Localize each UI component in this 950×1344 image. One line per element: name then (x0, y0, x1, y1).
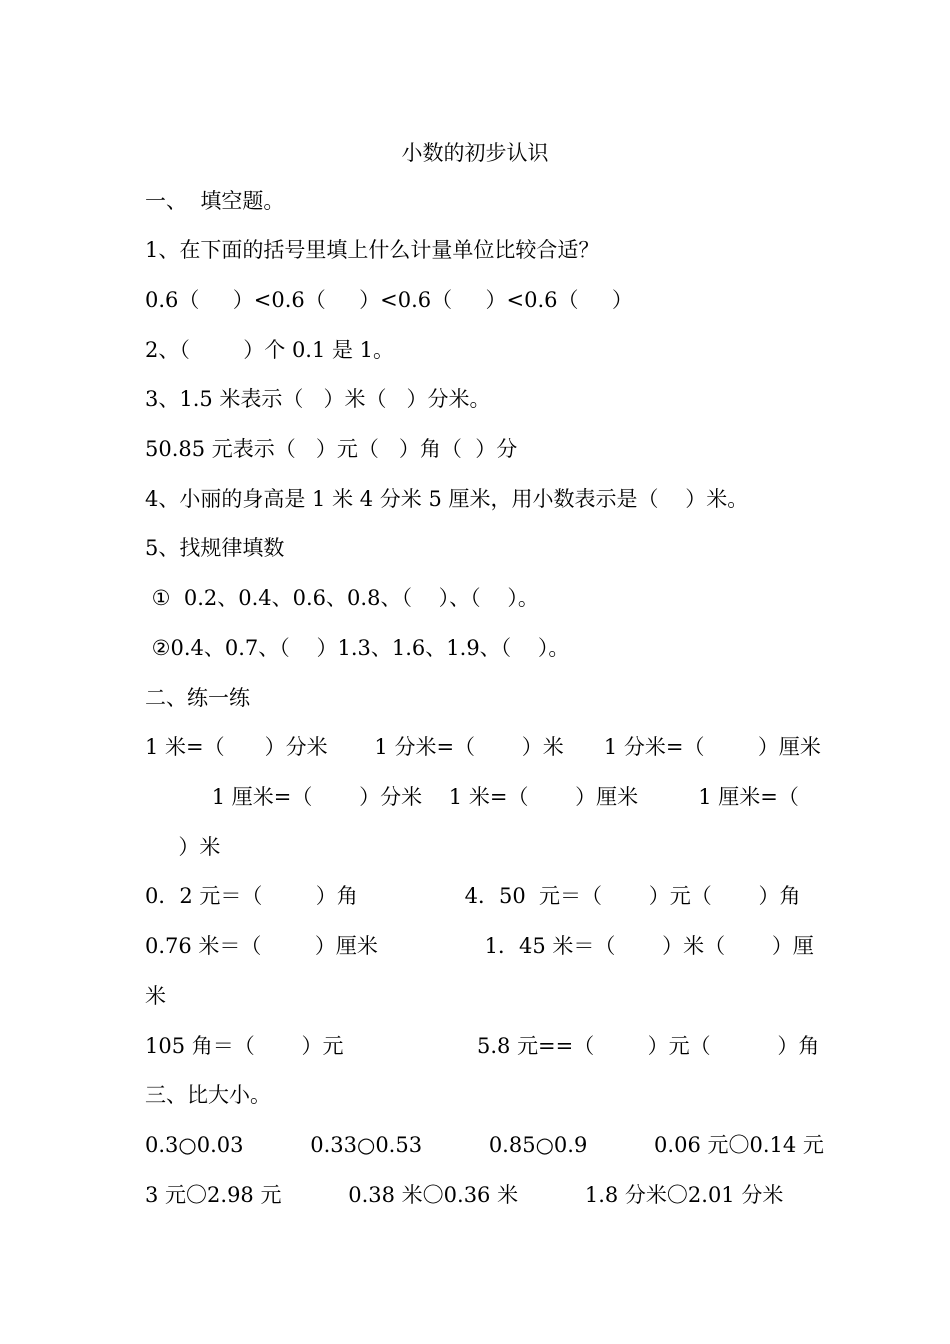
question-3: 3、1.5 米表示（ ）米（ ）分米。 (145, 387, 491, 411)
question-5-sequence-2: ②0.4、0.7、（ ）1.3、1.6、1.9、（ ）。 (145, 636, 570, 660)
page-title: 小数的初步认识 (401, 141, 549, 165)
conversion-row-4: 0.76 米＝（ ）厘米 1．45 米＝（ ）米（ ）厘 (145, 934, 814, 958)
conversion-row-3: 0．2 元＝（ ）角 4．50 元＝（ ）元（ ）角 (145, 884, 801, 908)
question-1-blanks: 0.6（ ）<0.6（ ）<0.6（ ）<0.6（ ） (145, 288, 633, 312)
question-3-yuan: 50.85 元表示（ ）元（ ）角（ ）分 (145, 437, 518, 461)
conversion-row-1: 1 米=（ ）分米 1 分米=（ ）米 1 分米=（ ）厘米 (145, 735, 821, 759)
question-4: 4、小丽的身高是 1 米 4 分米 5 厘米，用小数表示是（ ）米。 (145, 487, 749, 511)
section-2-heading: 二、练一练 (145, 686, 250, 710)
conversion-row-5: 105 角＝（ ）元 5.8 元==（ ）元（ ）角 (145, 1034, 820, 1058)
conversion-row-2-wrap: ）米 (145, 835, 221, 859)
question-5: 5、找规律填数 (145, 536, 285, 560)
question-5-sequence-1: ① 0.2、0.4、0.6、0.8、（ ）、（ ）。 (145, 586, 539, 610)
question-1: 1、在下面的括号里填上什么计量单位比较合适？ (145, 238, 600, 262)
compare-row-1: 0.3○0.03 0.33○0.53 0.85○0.9 0.06 元〇0.14 元 (145, 1133, 824, 1157)
question-2: 2、（ ）个 0.1 是 1。 (145, 338, 395, 362)
conversion-row-4-wrap: 米 (145, 984, 166, 1008)
section-1-heading: 一、 填空题。 (145, 189, 285, 213)
section-3-heading: 三、比大小。 (145, 1083, 271, 1107)
compare-row-2: 3 元〇2.98 元 0.38 米〇0.36 米 1.8 分米〇2.01 分米 (145, 1183, 784, 1207)
conversion-row-2: 1 厘米=（ ）分米 1 米=（ ）厘米 1 厘米=（ (145, 785, 799, 809)
